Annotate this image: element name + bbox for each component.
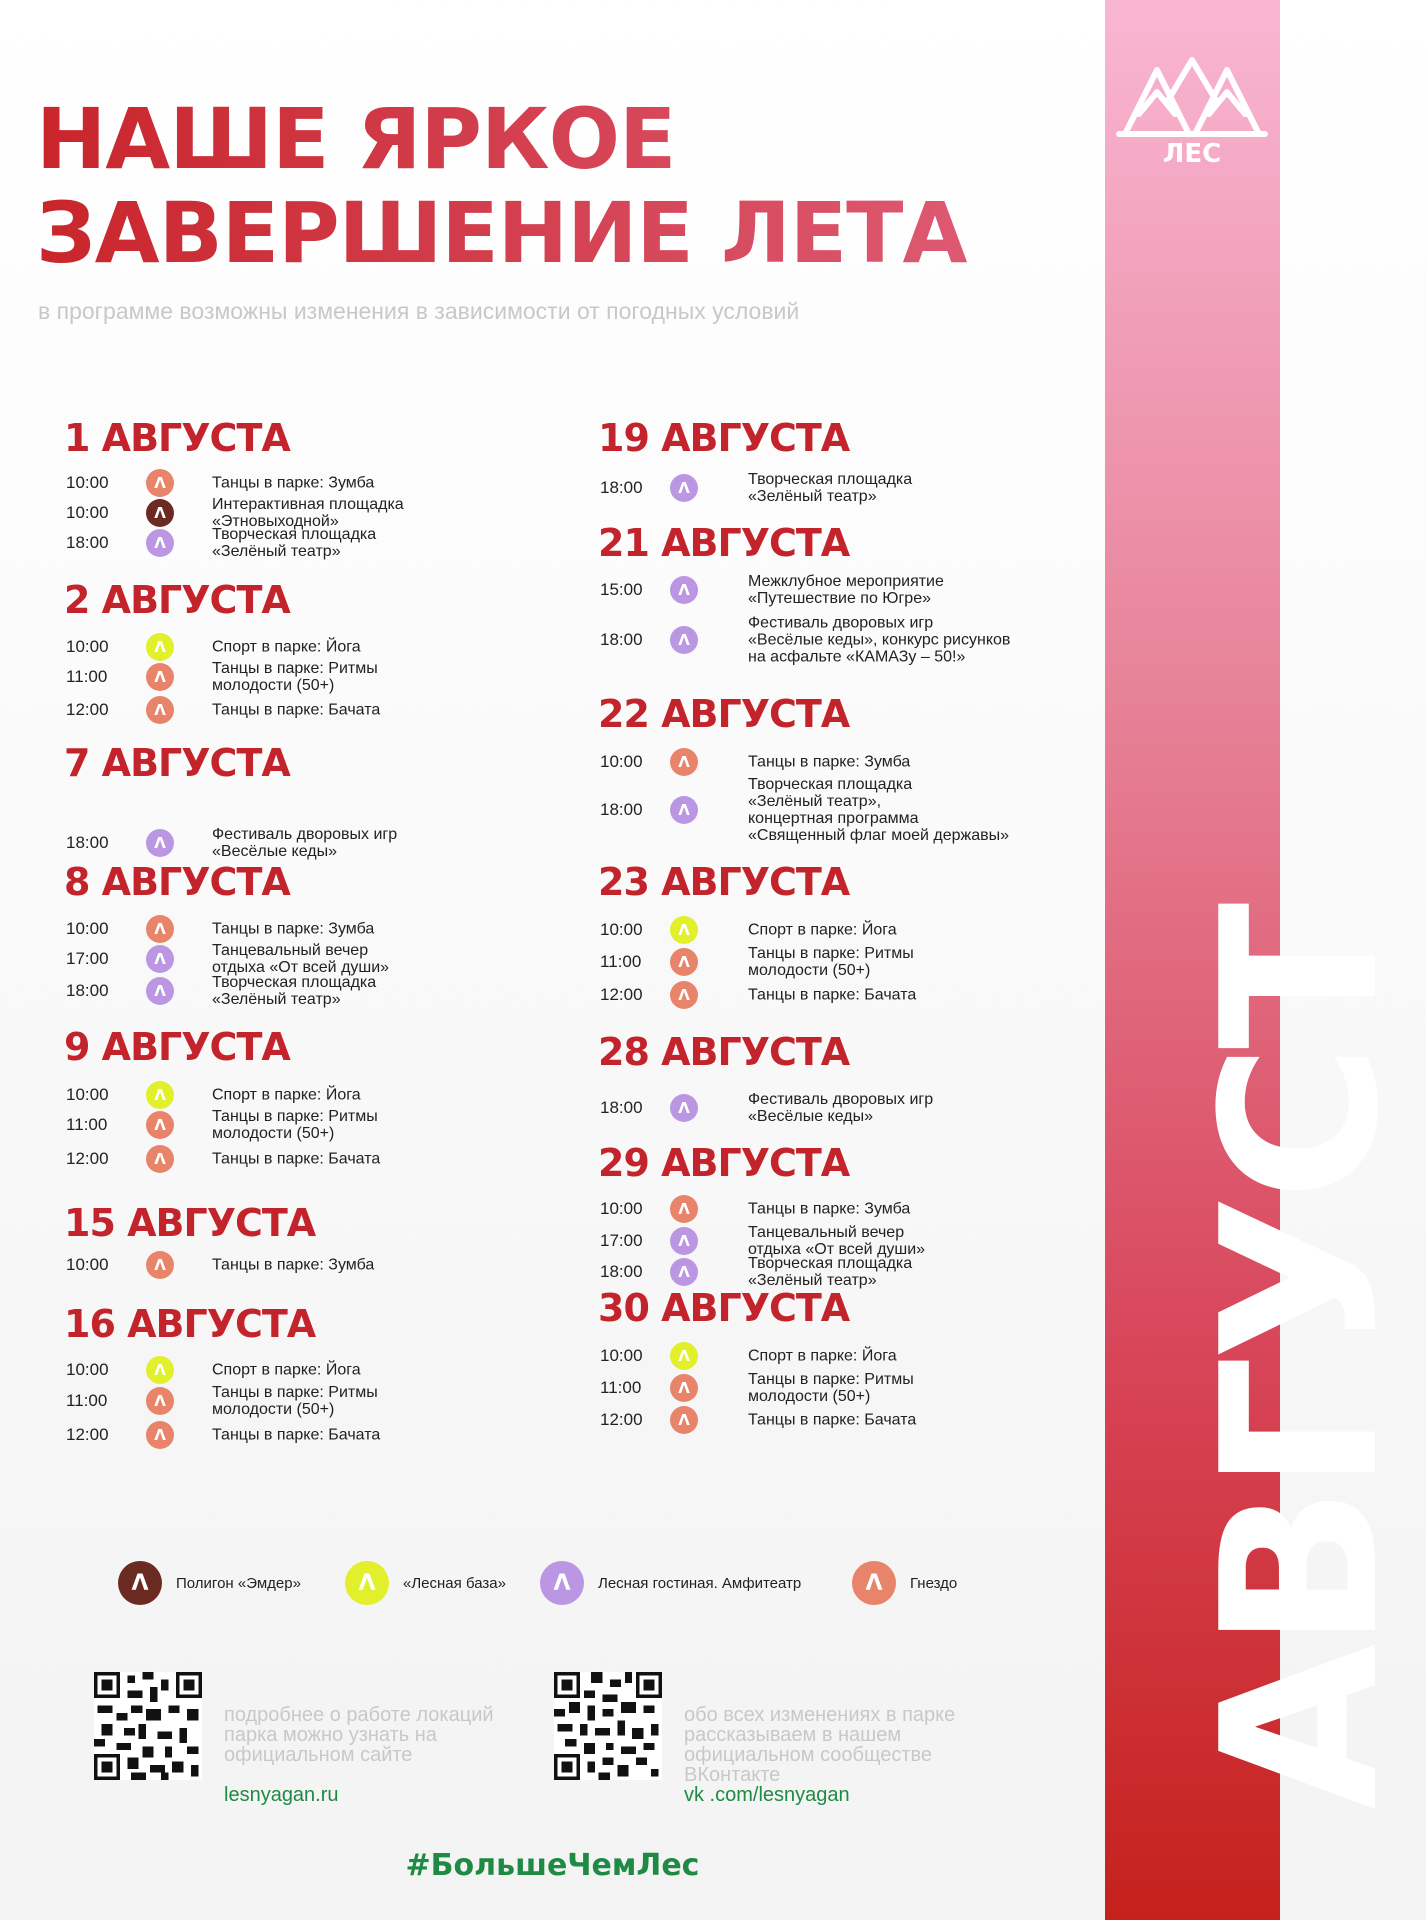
event-row [64, 662, 584, 692]
location-emder-icon: Λ [118, 1561, 162, 1605]
headline-line-2: ЗАВЕРШЕНИЕ ЛЕТА [36, 184, 967, 282]
event-time: 10:00 [66, 637, 109, 656]
headline-line-1: НАШЕ ЯРКОЕ [36, 90, 676, 188]
location-gnezdo-icon: Λ [670, 981, 698, 1009]
event-time: 18:00 [66, 981, 109, 1000]
location-gostinaya-icon: Λ [146, 945, 174, 973]
event-title: Творческая площадка «Зелёный театр» [212, 974, 377, 1008]
location-base-icon: Λ [146, 633, 174, 661]
location-emder-icon: Λ [146, 499, 174, 527]
location-gostinaya-icon: Λ [670, 626, 698, 654]
event-title: Танцы в парке: Ритмы молодости (50+) [748, 1371, 914, 1405]
legend-label: Полигон «Эмдер» [176, 1574, 301, 1592]
event-title: Танцы в парке: Зумба [212, 474, 375, 492]
event-row [64, 468, 584, 498]
event-time: 12:00 [66, 1425, 109, 1444]
event-title: Спорт в парке: Йога [212, 1361, 361, 1379]
day-title: 28 АВГУСТА [598, 1030, 850, 1074]
event-row [598, 915, 1118, 945]
event-title: Танцы в парке: Зумба [212, 1256, 375, 1274]
event-time: 10:00 [66, 1085, 109, 1104]
event-title: Танцы в парке: Ритмы молодости (50+) [748, 945, 914, 979]
event-time: 10:00 [600, 920, 643, 939]
day-title: 1 АВГУСТА [64, 416, 290, 460]
event-title: Фестиваль дворовых игр «Весёлые кеды» [748, 1091, 934, 1125]
event-row [598, 1093, 1118, 1123]
event-title: Танцы в парке: Ритмы молодости (50+) [212, 1384, 378, 1418]
event-time: 17:00 [66, 949, 109, 968]
event-title: Творческая площадка «Зелёный театр» [748, 471, 913, 505]
location-gnezdo-icon: Λ [670, 748, 698, 776]
event-title: Танцевальный вечер отдыха «От всей души» [748, 1224, 926, 1258]
event-title: Танцы в парке: Зумба [748, 753, 911, 771]
location-gnezdo-icon: Λ [146, 663, 174, 691]
site-link[interactable]: lesnyagan.ru [224, 1784, 339, 1806]
location-gnezdo-icon: Λ [146, 469, 174, 497]
location-gostinaya-icon: Λ [146, 977, 174, 1005]
location-gostinaya-icon: Λ [670, 796, 698, 824]
location-base-icon: Λ [146, 1081, 174, 1109]
location-gnezdo-icon: Λ [852, 1561, 896, 1605]
vk-info-text [684, 1685, 955, 1805]
event-time: 11:00 [600, 952, 642, 971]
event-time: 10:00 [66, 919, 109, 938]
event-title: Творческая площадка «Зелёный театр» [212, 526, 377, 560]
day-block [598, 691, 1118, 844]
location-gnezdo-icon: Λ [146, 1387, 174, 1415]
event-time: 10:00 [600, 1199, 643, 1218]
day-title: 29 АВГУСТА [598, 1141, 850, 1185]
day-block [64, 859, 584, 1008]
legend-item-base [345, 1560, 506, 1606]
event-time: 17:00 [600, 1231, 643, 1250]
event-row [598, 1373, 1118, 1403]
vk-info-body: обо всех изменениях в парке рассказываем в нашем официальном сообществе ВКонтакте [684, 1704, 956, 1786]
location-gnezdo-icon: Λ [146, 1421, 174, 1449]
vk-link[interactable]: vk .com/lesnyagan [684, 1784, 850, 1806]
event-time: 10:00 [66, 1360, 109, 1379]
day-title: 2 АВГУСТА [64, 578, 290, 622]
day-title: 22 АВГУСТА [598, 692, 850, 736]
event-row [64, 1250, 584, 1280]
legend-item-gostinaya [540, 1560, 801, 1606]
event-row [598, 980, 1118, 1010]
event-time: 10:00 [66, 473, 109, 492]
location-base-icon: Λ [670, 916, 698, 944]
location-gnezdo-icon: Λ [670, 1406, 698, 1434]
location-base-icon: Λ [146, 1356, 174, 1384]
location-gnezdo-icon: Λ [670, 948, 698, 976]
event-title: Фестиваль дворовых игр «Весёлые кеды», конкурс рисунков на асфальте «КАМАЗу – 50!» [748, 614, 1011, 666]
day-block [64, 740, 584, 860]
event-row [598, 575, 1118, 605]
event-time: 12:00 [66, 700, 109, 719]
event-title: Танцы в парке: Бачата [212, 1150, 381, 1168]
event-time: 11:00 [66, 667, 108, 686]
qr-code-vk-icon[interactable] [554, 1672, 662, 1780]
event-row [64, 528, 584, 558]
legend-item-emder [118, 1560, 301, 1606]
event-row [598, 1194, 1118, 1224]
svg-text:ЛЕС: ЛЕС [1162, 139, 1222, 169]
day-block [598, 859, 1118, 1004]
event-title: Спорт в парке: Йога [212, 638, 361, 656]
event-time: 11:00 [600, 1378, 642, 1397]
event-row [64, 828, 584, 858]
event-title: Спорт в парке: Йога [748, 921, 897, 939]
event-time: 11:00 [66, 1115, 108, 1134]
event-title: Танцы в парке: Зумба [748, 1200, 911, 1218]
event-title: Танцевальный вечер отдыха «От всей души» [212, 942, 390, 976]
sidebar-banner [1105, 0, 1426, 1920]
event-title: Танцы в парке: Бачата [212, 1426, 381, 1444]
event-row [598, 473, 1118, 503]
day-title: 7 АВГУСТА [64, 741, 290, 785]
event-title: Спорт в парке: Йога [748, 1347, 897, 1365]
day-title: 21 АВГУСТА [598, 521, 850, 565]
location-gnezdo-icon: Λ [146, 1251, 174, 1279]
location-gnezdo-icon: Λ [146, 696, 174, 724]
event-time: 10:00 [66, 503, 109, 522]
event-title: Фестиваль дворовых игр «Весёлые кеды» [212, 826, 398, 860]
hashtag: #БольшеЧемЛес [405, 1848, 700, 1883]
event-row [598, 947, 1118, 977]
event-time: 18:00 [600, 1098, 643, 1117]
event-row [64, 1110, 584, 1140]
event-time: 18:00 [66, 833, 109, 852]
event-time: 18:00 [600, 630, 643, 649]
day-title: 16 АВГУСТА [64, 1302, 316, 1346]
qr-code-site-icon[interactable] [94, 1672, 202, 1780]
event-time: 12:00 [66, 1149, 109, 1168]
day-block [64, 415, 584, 560]
event-title: Творческая площадка «Зелёный театр» [748, 1255, 913, 1289]
legend-label: «Лесная база» [403, 1574, 506, 1592]
location-base-icon: Λ [670, 1342, 698, 1370]
day-block [598, 415, 1118, 505]
day-block [64, 577, 584, 719]
location-gostinaya-icon: Λ [670, 1227, 698, 1255]
day-title: 15 АВГУСТА [64, 1201, 316, 1245]
event-time: 12:00 [600, 1410, 643, 1429]
legend-label: Гнездо [910, 1574, 958, 1592]
event-row [64, 1355, 584, 1385]
location-gnezdo-icon: Λ [670, 1195, 698, 1223]
day-block [64, 1301, 584, 1444]
event-row [64, 1080, 584, 1110]
location-gostinaya-icon: Λ [146, 829, 174, 857]
site-info-body: подробнее о работе локаций парка можно узнать на официальном сайте [224, 1704, 494, 1766]
month-vertical-label: АВГУСТ [1175, 908, 1426, 1810]
location-legend [0, 1560, 1100, 1606]
location-gnezdo-icon: Λ [146, 1111, 174, 1139]
event-time: 18:00 [600, 800, 643, 819]
event-row [64, 1420, 584, 1450]
event-row [598, 1341, 1118, 1371]
event-row [598, 1405, 1118, 1435]
location-gostinaya-icon: Λ [670, 1258, 698, 1286]
event-row [64, 976, 584, 1006]
day-title: 30 АВГУСТА [598, 1286, 850, 1330]
location-gnezdo-icon: Λ [146, 1145, 174, 1173]
event-time: 11:00 [66, 1391, 108, 1410]
event-row [598, 747, 1118, 777]
location-gostinaya-icon: Λ [540, 1561, 584, 1605]
event-time: 10:00 [600, 752, 643, 771]
event-title: Танцы в парке: Ритмы молодости (50+) [212, 660, 378, 694]
event-time: 18:00 [600, 478, 643, 497]
event-row [64, 944, 584, 974]
day-title: 8 АВГУСТА [64, 860, 290, 904]
day-title: 19 АВГУСТА [598, 416, 850, 460]
page-headline [36, 92, 1096, 280]
event-time: 18:00 [66, 533, 109, 552]
event-title: Интерактивная площадка «Этновыходной» [212, 496, 404, 530]
day-title: 23 АВГУСТА [598, 860, 850, 904]
legend-label: Лесная гостиная. Амфитеатр [598, 1574, 802, 1592]
event-title: Танцы в парке: Бачата [748, 986, 917, 1004]
event-time: 10:00 [66, 1255, 109, 1274]
day-block [64, 1024, 584, 1168]
event-row [64, 1386, 584, 1416]
day-title: 9 АВГУСТА [64, 1025, 290, 1069]
event-row [598, 1226, 1118, 1256]
event-row [64, 914, 584, 944]
location-gostinaya-icon: Λ [146, 529, 174, 557]
event-time: 15:00 [600, 580, 643, 599]
location-gnezdo-icon: Λ [146, 915, 174, 943]
event-row [598, 614, 1118, 666]
event-row [64, 1144, 584, 1174]
event-title: Танцы в парке: Зумба [212, 920, 375, 938]
event-row [598, 1257, 1118, 1287]
subtitle-note: в программе возможны изменения в зависимости от погодных условий [38, 298, 800, 324]
location-gnezdo-icon: Λ [670, 1374, 698, 1402]
location-gostinaya-icon: Λ [670, 1094, 698, 1122]
location-gostinaya-icon: Λ [670, 576, 698, 604]
event-row [64, 695, 584, 725]
legend-item-gnezdo [852, 1560, 957, 1606]
day-block [598, 1029, 1118, 1125]
event-title: Танцы в парке: Ритмы молодости (50+) [212, 1108, 378, 1142]
site-info-text [224, 1685, 494, 1805]
les-logo-icon [1117, 52, 1267, 172]
event-title: Танцы в парке: Бачата [212, 701, 381, 719]
day-block [64, 1200, 584, 1274]
location-base-icon: Λ [345, 1561, 389, 1605]
event-title: Межклубное мероприятие «Путешествие по Югре» [748, 573, 944, 607]
event-time: 18:00 [600, 1262, 643, 1281]
event-row [64, 498, 584, 528]
event-time: 12:00 [600, 985, 643, 1004]
event-title: Творческая площадка «Зелёный театр», концертная программа «Священный флаг моей державы» [748, 776, 1010, 844]
day-block [598, 1140, 1118, 1289]
event-row [598, 776, 1118, 844]
event-title: Спорт в парке: Йога [212, 1086, 361, 1104]
event-row [64, 632, 584, 662]
day-block [598, 1285, 1118, 1429]
event-title: Танцы в парке: Бачата [748, 1411, 917, 1429]
day-block [598, 520, 1118, 666]
location-gostinaya-icon: Λ [670, 474, 698, 502]
event-time: 10:00 [600, 1346, 643, 1365]
